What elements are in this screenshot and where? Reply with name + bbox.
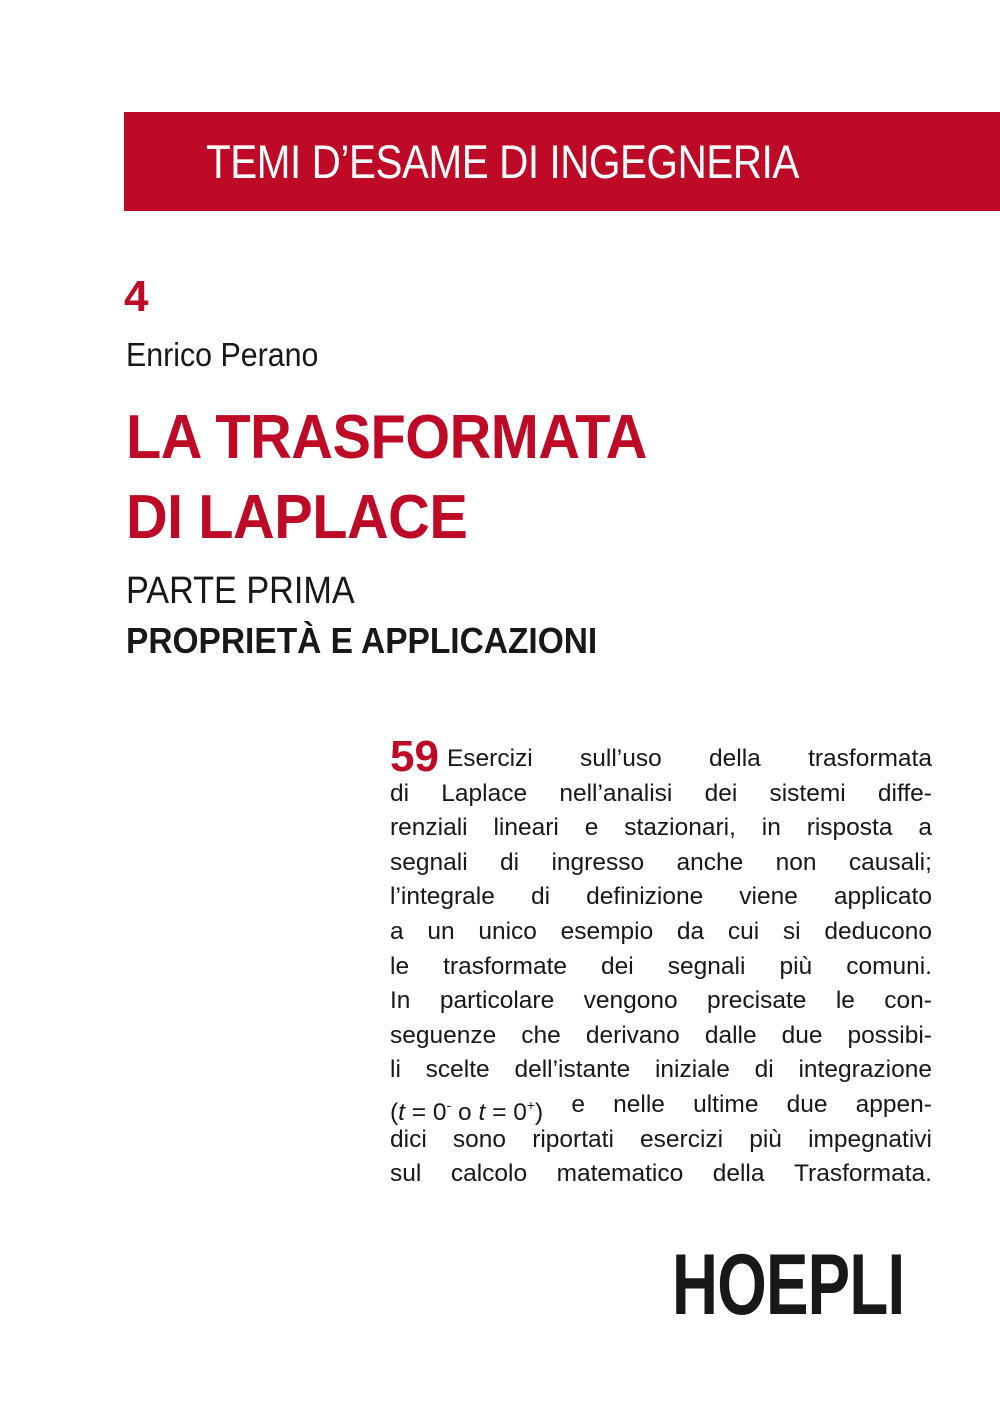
blurb-word: di <box>500 848 520 876</box>
blurb-word: deducono <box>824 917 932 945</box>
blurb-word: di <box>390 779 410 807</box>
blurb-word: applicato <box>833 883 932 911</box>
blurb-word: causali; <box>848 848 932 876</box>
blurb-word: anche <box>676 848 744 876</box>
blurb-word: Laplace <box>441 779 528 807</box>
blurb-word: derivano <box>585 1021 680 1049</box>
blurb-word: e <box>571 1090 586 1118</box>
blurb-line <box>390 915 932 950</box>
blurb-word: possibi- <box>847 1021 932 1049</box>
blurb-word: comuni. <box>846 952 932 980</box>
blurb-line <box>390 984 932 1019</box>
blurb-word: sull’uso <box>580 745 662 772</box>
blurb-word: dei <box>601 952 634 980</box>
blurb-word: dell’istante <box>514 1056 631 1084</box>
blurb-word: Trasformata. <box>794 1160 932 1188</box>
blurb-word: nelle <box>613 1090 665 1118</box>
blurb-word: scelte <box>425 1056 490 1084</box>
blurb-word: in <box>761 814 781 842</box>
blurb-word: ingresso <box>551 848 645 876</box>
blurb-word: risposta <box>806 814 893 842</box>
blurb-word: due <box>786 1090 828 1118</box>
formula: (t = 0- o t = 0+) <box>390 1096 544 1126</box>
blurb-word: viene <box>739 883 798 911</box>
blurb-word: della <box>709 745 761 772</box>
blurb-line <box>390 1157 932 1192</box>
blurb-word: un <box>427 917 455 945</box>
blurb-word: lineari <box>493 814 559 842</box>
blurb-word: li <box>390 1056 401 1084</box>
book-subtitle: PROPRIETÀ E APPLICAZIONI <box>126 620 598 661</box>
blurb-word: diffe- <box>877 779 932 807</box>
blurb-word: precisate <box>707 987 807 1015</box>
blurb-word: Esercizi <box>446 745 533 772</box>
book-title-line-2: DI LAPLACE <box>126 483 468 552</box>
blurb-word: più <box>779 952 813 980</box>
blurb-word: si <box>782 917 801 945</box>
blurb-line <box>390 1019 932 1054</box>
blurb-line <box>390 1053 932 1088</box>
blurb-word: matematico <box>556 1160 684 1188</box>
blurb-line <box>390 880 932 915</box>
blurb-line <box>390 811 932 846</box>
blurb-word: stazionari, <box>624 814 736 842</box>
blurb-word: che <box>521 1021 561 1049</box>
blurb-word: esercizi <box>640 1125 724 1153</box>
blurb-word: trasformate <box>443 952 568 980</box>
blurb-word: In <box>390 987 411 1015</box>
blurb-word: e <box>584 814 599 842</box>
blurb-word: a <box>918 814 932 842</box>
book-title-line-1: LA TRASFORMATA <box>126 403 647 472</box>
blurb-word: cui <box>727 917 760 945</box>
blurb-word: nell’analisi <box>559 779 673 807</box>
blurb-word: di <box>530 883 551 911</box>
blurb-word: della <box>712 1160 765 1188</box>
blurb-line <box>390 731 932 781</box>
blurb-word: dici <box>390 1125 427 1153</box>
blurb-word: a <box>390 917 404 945</box>
blurb-word: sistemi <box>769 779 846 807</box>
blurb-word: più <box>749 1125 782 1153</box>
blurb-word: segnali <box>667 952 746 980</box>
exercise-count: 59 <box>390 731 439 781</box>
blurb-line <box>390 1123 932 1158</box>
blurb-line-words <box>447 742 932 777</box>
blurb-word: non <box>775 848 817 876</box>
blurb-word: calcolo <box>450 1160 528 1188</box>
blurb-word: le <box>390 952 410 980</box>
book-title <box>126 398 686 558</box>
volume-number: 4 <box>124 272 149 321</box>
blurb-word: integrazione <box>798 1056 932 1084</box>
blurb-word: dei <box>704 779 738 807</box>
blurb-word: ultime <box>693 1090 759 1118</box>
blurb-word: seguenze <box>390 1021 497 1049</box>
blurb-word: esempio <box>560 917 654 945</box>
blurb-word: le <box>835 987 855 1015</box>
blurb-word: due <box>781 1021 823 1049</box>
blurb-word: dalle <box>704 1021 757 1049</box>
author-name: Enrico Perano <box>126 336 319 373</box>
blurb-word: particolare <box>439 987 555 1015</box>
blurb-word: di <box>754 1056 774 1084</box>
blurb-word: l’integrale <box>390 883 495 911</box>
blurb-word: definizione <box>586 883 704 911</box>
blurb-word: segnali <box>390 848 468 876</box>
blurb-line <box>390 846 932 881</box>
series-banner <box>124 112 1000 211</box>
blurb-line <box>390 777 932 812</box>
blurb-word: impegnativi <box>808 1125 932 1153</box>
part-label: PARTE PRIMA <box>126 570 355 612</box>
blurb-word: vengono <box>583 987 678 1015</box>
blurb-word: renziali <box>390 814 468 842</box>
series-title: TEMI D’ESAME DI INGEGNERIA <box>206 135 799 188</box>
blurb-word: unico <box>478 917 537 945</box>
blurb-word: trasformata <box>808 745 932 772</box>
blurb-line <box>390 950 932 985</box>
blurb-word: riportati <box>532 1125 614 1153</box>
blurb-word: sono <box>452 1125 507 1153</box>
blurb-word: appen- <box>855 1090 932 1118</box>
publisher-logo: HOEPLI <box>672 1237 905 1333</box>
description-blurb <box>390 731 932 1192</box>
blurb-word: da <box>676 917 705 945</box>
blurb-word: sul <box>390 1160 422 1188</box>
blurb-word: iniziale <box>654 1056 730 1084</box>
blurb-word: con- <box>884 987 932 1015</box>
blurb-line-formula <box>390 1088 932 1126</box>
